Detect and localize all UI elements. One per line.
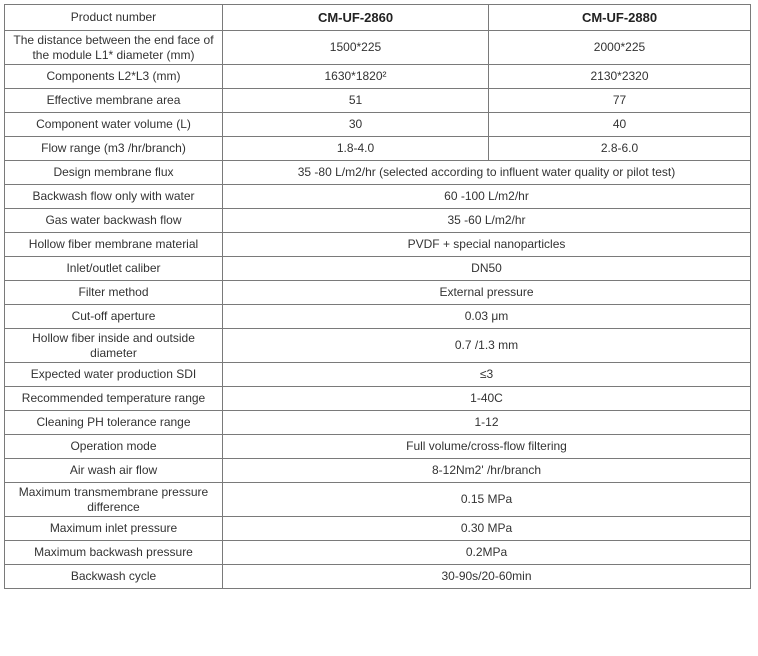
row-value: 2130*2320 xyxy=(489,65,751,89)
row-value: 1630*1820² xyxy=(223,65,489,89)
row-value: 0.30 MPa xyxy=(223,517,751,541)
row-label: Maximum inlet pressure xyxy=(5,517,223,541)
table-row xyxy=(5,31,751,65)
row-value: DN50 xyxy=(223,257,751,281)
row-value: 0.2MPa xyxy=(223,541,751,565)
table-row xyxy=(5,113,751,137)
model-cell: CM-UF-2860 xyxy=(223,5,489,31)
row-value: 1-12 xyxy=(223,411,751,435)
row-value: External pressure xyxy=(223,281,751,305)
row-value: 8-12Nm2' /hr/branch xyxy=(223,459,751,483)
row-label: Components L2*L3 (mm) xyxy=(5,65,223,89)
table-row xyxy=(5,435,751,459)
row-value: 0.15 MPa xyxy=(223,483,751,517)
row-label: Air wash air flow xyxy=(5,459,223,483)
row-label: Hollow fiber inside and outside diameter xyxy=(5,329,223,363)
row-label: Recommended temperature range xyxy=(5,387,223,411)
model-cell: CM-UF-2880 xyxy=(489,5,751,31)
spec-table xyxy=(4,4,751,589)
table-row xyxy=(5,161,751,185)
row-value: 1500*225 xyxy=(223,31,489,65)
table-header-row xyxy=(5,5,751,31)
table-row xyxy=(5,329,751,363)
table-row xyxy=(5,363,751,387)
row-label: Filter method xyxy=(5,281,223,305)
row-value: 51 xyxy=(223,89,489,113)
row-value: PVDF + special nanoparticles xyxy=(223,233,751,257)
row-value: 40 xyxy=(489,113,751,137)
header-label-cell: Product number xyxy=(5,5,223,31)
row-value: 1-40C xyxy=(223,387,751,411)
row-label: Component water volume (L) xyxy=(5,113,223,137)
row-value: 0.03 μm xyxy=(223,305,751,329)
row-label: Maximum transmembrane pressure difference xyxy=(5,483,223,517)
row-label: Inlet/outlet caliber xyxy=(5,257,223,281)
row-label: Maximum backwash pressure xyxy=(5,541,223,565)
row-label: Cut-off aperture xyxy=(5,305,223,329)
table-row xyxy=(5,517,751,541)
row-label: Gas water backwash flow xyxy=(5,209,223,233)
table-row xyxy=(5,459,751,483)
row-value: 30-90s/20-60min xyxy=(223,565,751,589)
table-row xyxy=(5,89,751,113)
row-value: 0.7 /1.3 mm xyxy=(223,329,751,363)
table-row xyxy=(5,233,751,257)
table-row xyxy=(5,387,751,411)
row-value: 35 -60 L/m2/hr xyxy=(223,209,751,233)
table-row xyxy=(5,483,751,517)
row-value: 35 -80 L/m2/hr (selected according to influent water quality or pilot test) xyxy=(223,161,751,185)
row-value: 30 xyxy=(223,113,489,137)
table-row xyxy=(5,209,751,233)
table-row xyxy=(5,305,751,329)
row-label: Effective membrane area xyxy=(5,89,223,113)
row-value: ≤3 xyxy=(223,363,751,387)
row-label: The distance between the end face of the module L1* diameter (mm) xyxy=(5,31,223,65)
row-label: Operation mode xyxy=(5,435,223,459)
table-row xyxy=(5,565,751,589)
row-label: Hollow fiber membrane material xyxy=(5,233,223,257)
row-label: Expected water production SDI xyxy=(5,363,223,387)
table-row xyxy=(5,541,751,565)
table-row xyxy=(5,411,751,435)
row-value: Full volume/cross-flow filtering xyxy=(223,435,751,459)
row-value: 1.8-4.0 xyxy=(223,137,489,161)
row-value: 2000*225 xyxy=(489,31,751,65)
table-row xyxy=(5,65,751,89)
row-label: Cleaning PH tolerance range xyxy=(5,411,223,435)
table-row xyxy=(5,257,751,281)
table-row xyxy=(5,281,751,305)
row-label: Flow range (m3 /hr/branch) xyxy=(5,137,223,161)
row-label: Backwash cycle xyxy=(5,565,223,589)
row-label: Design membrane flux xyxy=(5,161,223,185)
table-row xyxy=(5,185,751,209)
row-value: 77 xyxy=(489,89,751,113)
row-label: Backwash flow only with water xyxy=(5,185,223,209)
table-row xyxy=(5,137,751,161)
row-value: 60 -100 L/m2/hr xyxy=(223,185,751,209)
row-value: 2.8-6.0 xyxy=(489,137,751,161)
